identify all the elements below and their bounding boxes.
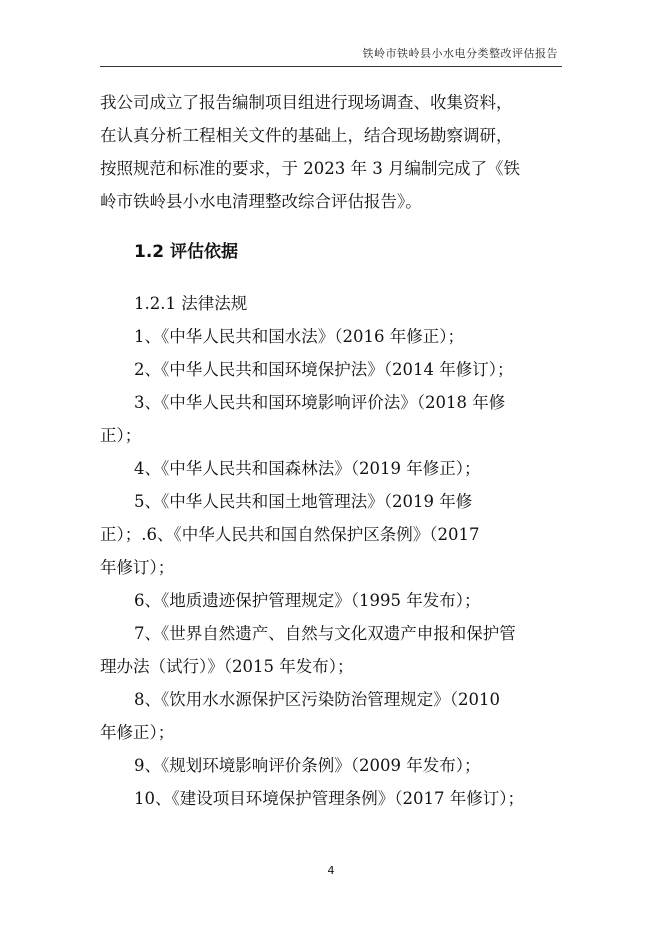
list-item: 5、《中华人民共和国土地管理法》（2019 年修 (134, 492, 473, 511)
page-number: 4 (327, 864, 335, 877)
running-header: 铁岭市铁岭县小水电分类整改评估报告 (362, 47, 558, 60)
list-item: 10、《建设项目环境保护管理条例》（2017 年修订）； (134, 789, 524, 808)
list-item: 4、《中华人民共和国森林法》（2019 年修正）； (134, 459, 481, 478)
list-item: 2、《中华人民共和国环境保护法》（2014 年修订）； (134, 360, 514, 379)
intro-line-2: 在认真分析工程相关文件的基础上，结合现场勘察调研， (100, 126, 513, 145)
list-item: 6、《地质遗迹保护管理规定》（1995 年发布）； (134, 591, 481, 610)
list-item: 3、《中华人民共和国环境影响评价法》（2018 年修 (134, 393, 506, 412)
intro-paragraph (100, 86, 562, 218)
section-heading: 1.2 评估依据 (134, 242, 239, 262)
list-item-continuation: 理办法（试行）》（2015 年发布）； (100, 657, 354, 676)
regulations-list (100, 287, 562, 815)
list-item: 9、《规划环境影响评价条例》（2009 年发布）； (134, 756, 481, 775)
intro-line-4: 岭市铁岭县小水电清理整改综合评估报告》。 (100, 192, 422, 211)
list-item-continuation: 正）； (100, 426, 142, 445)
list-item: 8、《饮用水水源保护区污染防治管理规定》（2010 (134, 690, 500, 709)
list-item: 1、《中华人民共和国水法》（2016 年修正）； (134, 327, 464, 346)
list-item: 7、《世界自然遗产、自然与文化双遗产申报和保护管 (134, 624, 516, 643)
intro-line-1: 我公司成立了报告编制项目组进行现场调查、收集资料， (100, 93, 513, 112)
intro-line-3: 按照规范和标准的要求，于 2023 年 3 月编制完成了《铁 (100, 159, 520, 178)
list-item-continuation: 年修订）； (100, 558, 175, 577)
list-item-continuation: 正）；.6、《中华人民共和国自然保护区条例》（2017 (100, 525, 480, 544)
subsection-heading: 1.2.1 法律法规 (134, 294, 248, 313)
list-item-continuation: 年修正）； (100, 723, 175, 742)
header-divider (100, 66, 562, 67)
